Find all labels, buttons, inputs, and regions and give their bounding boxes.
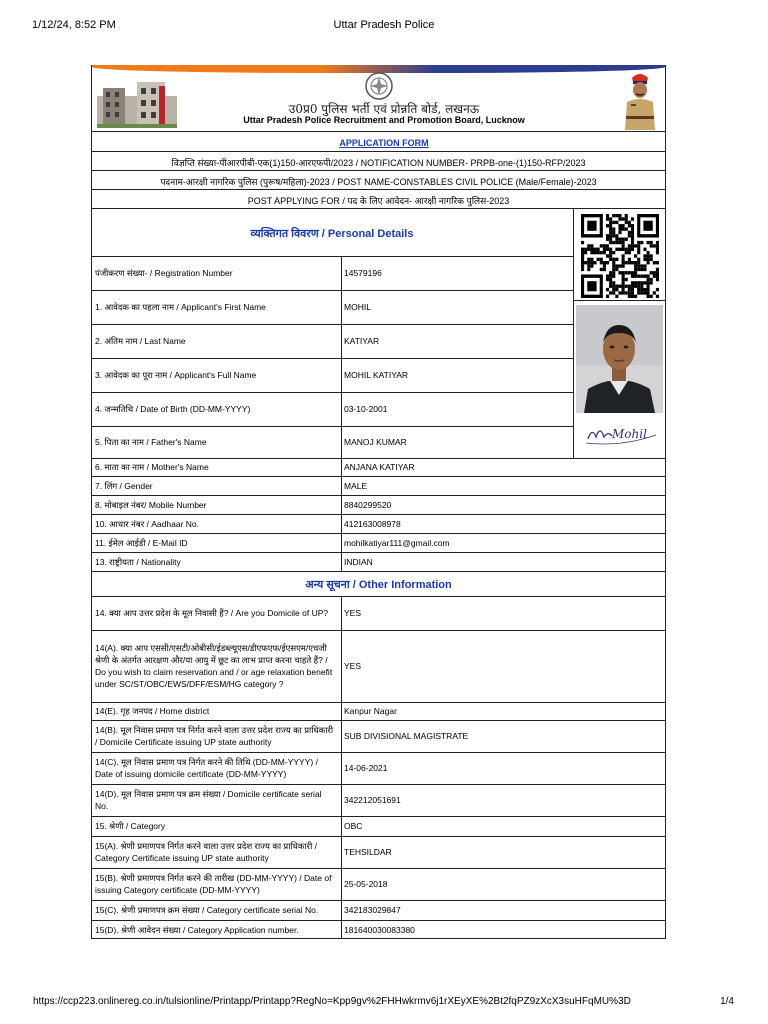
post-applying-for: POST APPLYING FOR / पद के लिए आवेदन- आरक्षी नागरिक पुलिस-2023: [247, 196, 510, 206]
other-row-value: YES: [344, 608, 362, 618]
personal-row-value: ANJANA KATIYAR: [344, 462, 415, 472]
personal-row-label: 1. आवेदक का पहला नाम / Applicant's First Name: [95, 302, 266, 312]
table-rule: [92, 920, 665, 921]
personal-row-value: mohilkatiyar111@gmail.com: [344, 537, 450, 548]
table-rule: [92, 495, 665, 496]
table-rule: [92, 720, 665, 721]
table-rule: [341, 256, 342, 571]
table-rule: [92, 868, 665, 869]
other-row-label: 15(D). श्रेणी आवेदन संख्या / Category Application number.: [95, 924, 299, 935]
table-rule: [92, 514, 665, 515]
personal-row-label: 2. अंतिम नाम / Last Name: [95, 336, 186, 346]
personal-row-label: 7. लिंग / Gender: [95, 480, 153, 491]
personal-row-label: 8. मोबाइल नंबर/ Mobile Number: [95, 499, 207, 510]
table-rule: [573, 300, 665, 301]
other-row-label: 14(E). गृह जनपद / Home district: [95, 706, 210, 716]
personal-row-value: INDIAN: [344, 556, 373, 567]
other-row-value: 342212051691: [344, 795, 401, 805]
table-rule: [92, 836, 665, 837]
table-rule: [92, 752, 665, 753]
table-rule: [92, 458, 665, 459]
print-page-title: Uttar Pradesh Police: [333, 19, 435, 31]
personal-row-label: 3. आवेदक का पूरा नाम / Applicant's Full Name: [95, 370, 257, 380]
other-row-value: 14-06-2021: [344, 763, 388, 773]
other-row-value: Kanpur Nagar: [344, 706, 397, 716]
other-row-value: 25-05-2018: [344, 879, 388, 889]
personal-details-heading: व्यक्तिगत विवरण / Personal Details: [250, 228, 414, 240]
table-rule: [92, 392, 573, 393]
table-rule: [92, 784, 665, 785]
other-row-value: 181640030083380: [344, 924, 415, 935]
table-rule: [92, 533, 665, 534]
other-row-label: 14(A). क्या आप एससी/एसटी/ओबीसी/ईडब्ल्यूएस/डीएफएफ/ईएसएम/एचजी श्रेणी के अंतर्गत आरक्षण और/या आयु में छूट का लाभ प्राप्त करना चाहते हैं? / Do you wish to claim reservation and / or age relaxation benefit under SC/ST/OBC/EWS/DFF/ESM/HG category ?: [95, 643, 333, 689]
divider: [92, 151, 665, 152]
other-row-value: YES: [344, 661, 362, 671]
divider: [92, 189, 665, 190]
table-rule: [92, 900, 665, 901]
qr-code-icon: [581, 214, 659, 298]
personal-row-value: 03-10-2001: [344, 404, 388, 414]
personal-row-value: MOHIL KATIYAR: [344, 370, 409, 380]
other-row-label: 15(C). श्रेणी प्रमाणपत्र क्रम संख्या / Category certificate serial No.: [95, 905, 319, 915]
table-rule: [92, 256, 573, 257]
table-rule: [92, 324, 573, 325]
personal-row-value: 8840299520: [344, 499, 392, 510]
print-url: https://ccp223.onlinereg.co.in/tulsionline/Printapp/Printapp?RegNo=Kpp9gv%2FHHwkrmv6j1rXEyXE%2Bt2fqPZ9zXcX3suHFqMU%3D: [33, 996, 631, 1007]
table-rule: [341, 596, 342, 939]
up-police-emblem-icon: [364, 71, 394, 101]
personal-row-label: 13. राष्ट्रीयता / Nationality: [95, 556, 181, 567]
applicant-photo: [576, 305, 663, 413]
other-row-value: OBC: [344, 821, 363, 831]
divider: [92, 131, 665, 132]
other-row-label: 14(C). मूल निवास प्रमाण पत्र निर्गत करने की तिथि (DD-MM-YYYY) / Date of issuing domicile certificate (DD-MM-YYYY): [95, 757, 318, 779]
table-rule: [92, 596, 665, 597]
personal-row-label: 4. जन्मतिथि / Date of Birth (DD-MM-YYYY): [95, 404, 251, 414]
other-row-label: 15(A). श्रेणी प्रमाणपत्र निर्गत करने वाला उत्तर प्रदेश राज्य का प्राधिकारी / Category Certificate issuing UP state authority: [95, 841, 318, 863]
applicant-signature: [582, 417, 660, 449]
signature-text: Mohil: [612, 427, 647, 441]
personal-row-label: 10. आधार नंबर / Aadhaar No.: [95, 518, 199, 529]
table-rule: [92, 476, 665, 477]
application-form-title: APPLICATION FORM: [339, 138, 429, 148]
other-row-label: 14(B). मूल निवास प्रमाण पत्र निर्गत करने वाला उत्तर प्रदेश राज्य का प्राधिकारी / Domicile Certificate issuing UP state authority: [95, 725, 334, 747]
personal-row-label: 11. ईमेल आईडी / E-Mail ID: [95, 537, 188, 548]
table-rule: [92, 552, 665, 553]
personal-row-label: पंजीकरण संख्या- / Registration Number: [95, 268, 233, 278]
personal-row-value: 412163008978: [344, 518, 401, 529]
other-information-heading: अन्य सूचना / Other Information: [305, 579, 452, 591]
table-rule: [92, 358, 573, 359]
other-row-label: 14. क्या आप उत्तर प्रदेश के मूल निवासी हैं? / Are you Domicile of UP?: [95, 608, 329, 618]
table-rule: [92, 630, 665, 631]
other-row-label: 15(B). श्रेणी प्रमाणपत्र निर्गत करने की तारीख (DD-MM-YYYY) / Date of issuing Category certificate (DD-MM-YYYY): [95, 873, 332, 895]
org-name-hindi: उ0प्र0 पुलिस भर्ती एवं प्रोन्नति बोर्ड, लखनऊ: [288, 102, 480, 116]
post-name: पदनाम-आरक्षी नागरिक पुलिस (पुरूष/महिला)-2023 / POST NAME-CONSTABLES CIVIL POLICE (Male/Female)-2023: [160, 177, 597, 187]
personal-row-label: 6. माता का नाम / Mother's Name: [95, 462, 209, 472]
notification-number: विज्ञप्ति संख्या-पीआरपीबी-एक(1)150-आरएफपी/2023 / NOTIFICATION NUMBER- PRPB-one-(1)150-RFP/2023: [171, 158, 586, 168]
table-rule: [92, 816, 665, 817]
personal-row-value: MOHIL: [344, 302, 371, 312]
other-row-value: 342183029847: [344, 905, 401, 915]
divider: [92, 170, 665, 171]
divider: [92, 208, 665, 209]
other-row-value: TEHSILDAR: [344, 847, 392, 857]
personal-row-value: 14579196: [344, 268, 382, 278]
personal-row-value: MANOJ KUMAR: [344, 437, 407, 447]
table-rule: [92, 290, 573, 291]
other-row-label: 15. श्रेणी / Category: [95, 821, 166, 831]
table-rule: [92, 426, 573, 427]
print-datetime: 1/12/24, 8:52 PM: [32, 19, 116, 31]
table-rule: [92, 702, 665, 703]
print-page-number: 1/4: [720, 996, 734, 1007]
personal-row-value: MALE: [344, 480, 368, 491]
other-row-label: 14(D). मूल निवास प्रमाण पत्र क्रम संख्या / Domicile certificate serial No.: [95, 789, 322, 811]
other-row-value: SUB DIVISIONAL MAGISTRATE: [344, 731, 469, 741]
table-rule: [573, 208, 574, 458]
table-rule: [92, 571, 665, 572]
personal-row-value: KATIYAR: [344, 336, 380, 346]
org-name-english: Uttar Pradesh Police Recruitment and Promotion Board, Lucknow: [243, 115, 525, 125]
personal-row-label: 5. पिता का नाम / Father's Name: [95, 437, 207, 447]
